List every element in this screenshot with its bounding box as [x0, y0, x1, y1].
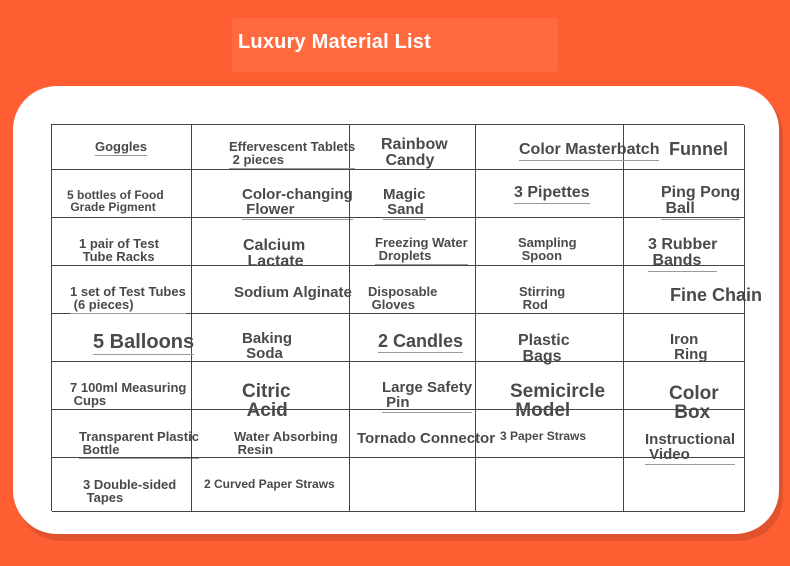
material-item: Goggles: [95, 139, 148, 154]
material-item: 3 Pipettes: [514, 184, 590, 201]
table-cell: [624, 218, 745, 269]
table-cell: [192, 458, 350, 512]
table-cell: [350, 266, 476, 314]
material-item: Sodium Alginate: [234, 284, 352, 301]
material-item: Water Absorbing Resin: [234, 429, 338, 457]
table-cell: [192, 125, 356, 170]
material-item: 5 bottles of Food Grade Pigment: [67, 188, 164, 214]
material-item: Rainbow Candy: [381, 136, 448, 169]
table-cell: [476, 362, 624, 421]
material-item: Calcium Lactate: [243, 237, 306, 270]
material-item: Tornado Connector: [357, 430, 496, 447]
material-item: Magic Sand: [383, 186, 426, 218]
table-cell: [350, 458, 476, 512]
table-cell: [476, 458, 624, 512]
table-cell: [192, 218, 350, 270]
table-cell: [476, 170, 624, 218]
table-cell: [624, 458, 745, 512]
material-item: Ping Pong Ball: [661, 184, 741, 217]
table-cell: [624, 170, 745, 218]
table-cell: [52, 458, 192, 512]
material-item: Plastic Bags: [518, 332, 570, 365]
table-cell: [350, 125, 476, 170]
table-cell: [192, 410, 350, 458]
material-item: Disposable Gloves: [368, 284, 438, 312]
material-item: Instructional Video: [645, 431, 736, 463]
material-item: 1 set of Test Tubes (6 pieces): [70, 284, 186, 312]
material-item: 2 Candles: [378, 331, 464, 351]
material-item: 5 Balloons: [93, 331, 195, 353]
material-item: Transparent Plastic Bottle: [79, 429, 199, 457]
table-cell: [350, 410, 496, 458]
table-cell: [350, 314, 476, 362]
table-cell: [476, 125, 660, 170]
material-item: Iron Ring: [670, 331, 708, 363]
table-cell: [192, 170, 353, 218]
table-cell: [476, 218, 624, 266]
table-cell: [52, 362, 192, 410]
table-cell: [476, 410, 624, 458]
table-cell: [52, 125, 192, 170]
table-cell: [476, 314, 624, 365]
table-cell: [624, 410, 745, 463]
material-item: Effervescent Tablets 2 pieces: [229, 139, 356, 167]
table-cell: [52, 170, 192, 218]
material-item: Color Masterbatch: [519, 141, 660, 158]
table-cell: [52, 314, 195, 362]
material-item: 3 Paper Straws: [500, 429, 587, 443]
table-cell: [624, 362, 745, 423]
table-cell: [52, 266, 192, 314]
table-cell: [476, 266, 624, 314]
table-cell: [192, 314, 350, 362]
material-item: 1 pair of Test Tube Racks: [79, 236, 159, 264]
table-cell: [52, 218, 192, 266]
material-item: 7 100ml Measuring Cups: [70, 380, 187, 408]
material-item: Fine Chain: [670, 285, 763, 305]
material-item: 3 Double-sided Tapes: [83, 477, 177, 505]
table-cell: [192, 362, 350, 421]
material-table: [51, 124, 763, 511]
table-cell: [624, 314, 745, 362]
material-item: Large Safety Pin: [382, 379, 473, 411]
material-item: Color-changing Flower: [242, 186, 353, 218]
table-cell: [350, 218, 476, 266]
material-item: Color Box: [669, 383, 719, 423]
material-item: Freezing Water Droplets: [375, 235, 468, 263]
table-cell: [192, 266, 350, 314]
table-cell: [624, 125, 745, 170]
material-item: Citric Acid: [242, 381, 291, 421]
material-item: Stirring Rod: [519, 284, 566, 312]
page-title: Luxury Material List: [238, 31, 431, 53]
table-cell: [350, 170, 476, 218]
table-cell: [52, 410, 199, 458]
table-cell: [624, 266, 763, 314]
material-item: Baking Soda: [242, 330, 293, 362]
material-item: 2 Curved Paper Straws: [204, 477, 335, 491]
material-item: Semicircle Model: [510, 381, 606, 421]
table-cell: [350, 362, 476, 410]
material-item: Funnel: [669, 139, 728, 159]
material-item: Sampling Spoon: [518, 235, 577, 263]
material-item: 3 Rubber Bands: [648, 236, 718, 269]
